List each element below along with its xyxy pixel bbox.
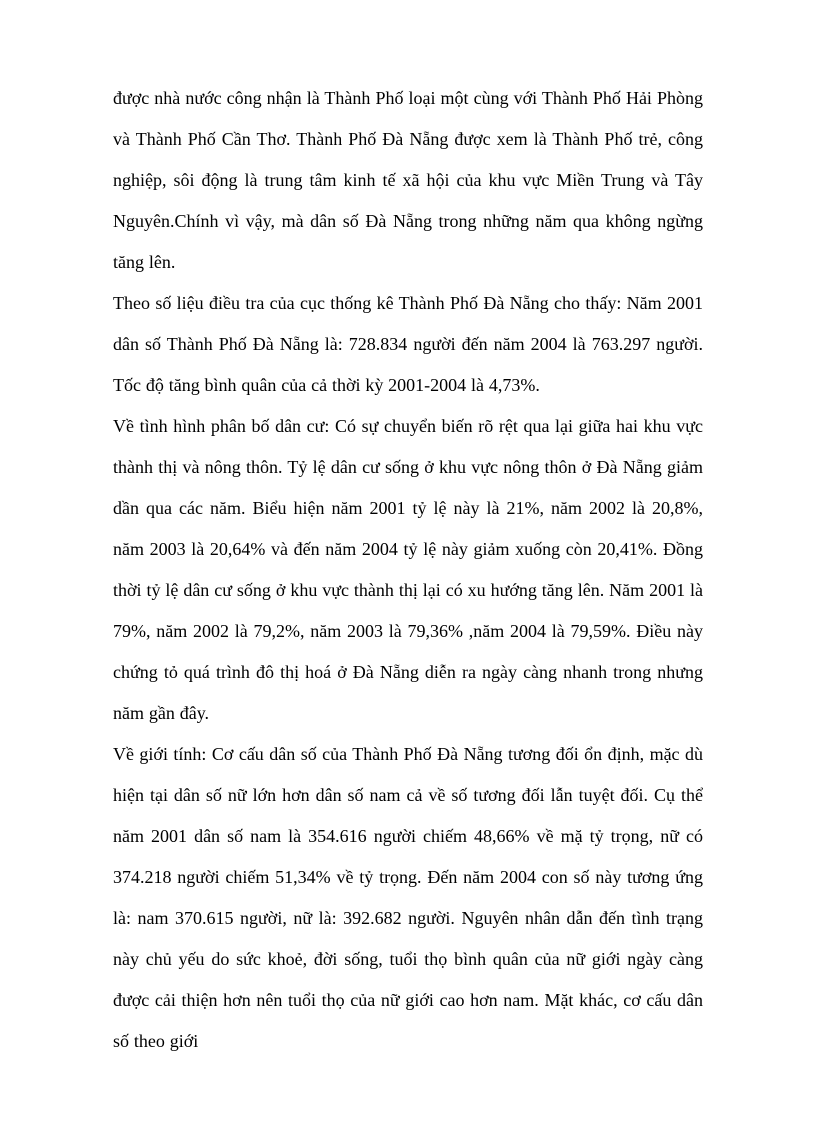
paragraph-danang-city-status: được nhà nước công nhận là Thành Phố loại một cùng với Thành Phố Hải Phòng và Thành Phố Cần Thơ. Thành Phố Đà Nẵng được xem là Thành Phố trẻ, công nghiệp, sôi động là trung tâm kinh tế xã hội của khu vực Miền Trung và Tây Nguyên.Chính vì vậy, mà dân số Đà Nẵng trong những năm qua không ngừng tăng lên.	[113, 88, 703, 272]
paragraph-population-distribution: Về tình hình phân bố dân cư: Có sự chuyển biến rõ rệt qua lại giữa hai khu vực thành thị và nông thôn. Tỷ lệ dân cư sống ở khu vực nông thôn ở Đà Nẵng giảm dần qua các năm. Biểu hiện năm 2001 tỷ lệ này là 21%, năm 2002 là 20,8%, năm 2003 là 20,64% và đến năm 2004 tỷ lệ này giảm xuống còn 20,41%. Đồng thời tỷ lệ dân cư sống ở khu vực thành thị lại có xu hướng tăng lên. Năm 2001 là 79%, năm 2002 là 79,2%, năm 2003 là 79,36% ,năm 2004 là 79,59%. Điều này chứng tỏ quá trình đô thị hoá ở Đà Nẵng diễn ra ngày càng nhanh trong nhưng năm gần đây.	[113, 416, 703, 723]
paragraph-population-statistics: Theo số liệu điều tra của cục thống kê Thành Phố Đà Nẵng cho thấy: Năm 2001 dân số Thành Phố Đà Nẵng là: 728.834 người đến năm 2004 là 763.297 người. Tốc độ tăng bình quân của cả thời kỳ 2001-2004 là 4,73%.	[113, 293, 703, 395]
paragraph-gender-structure: Về giới tính: Cơ cấu dân số của Thành Phố Đà Nẵng tương đối ổn định, mặc dù hiện tại dân số nữ lớn hơn dân số nam cả về số tương đối lẫn tuyệt đối. Cụ thể năm 2001 dân số nam là 354.616 người chiếm 48,66% về mặ tỷ trọng, nữ có 374.218 người chiếm 51,34% về tỷ trọng. Đến năm 2004 con số này tương ứng là: nam 370.615 người, nữ là: 392.682 người. Nguyên nhân dẫn đến tình trạng này chủ yếu do sức khoẻ, đời sống, tuổi thọ bình quân của nữ giới ngày càng được cải thiện hơn nên tuổi thọ của nữ giới cao hơn nam. Mặt khác, cơ cấu dân số theo giới	[113, 744, 703, 1051]
